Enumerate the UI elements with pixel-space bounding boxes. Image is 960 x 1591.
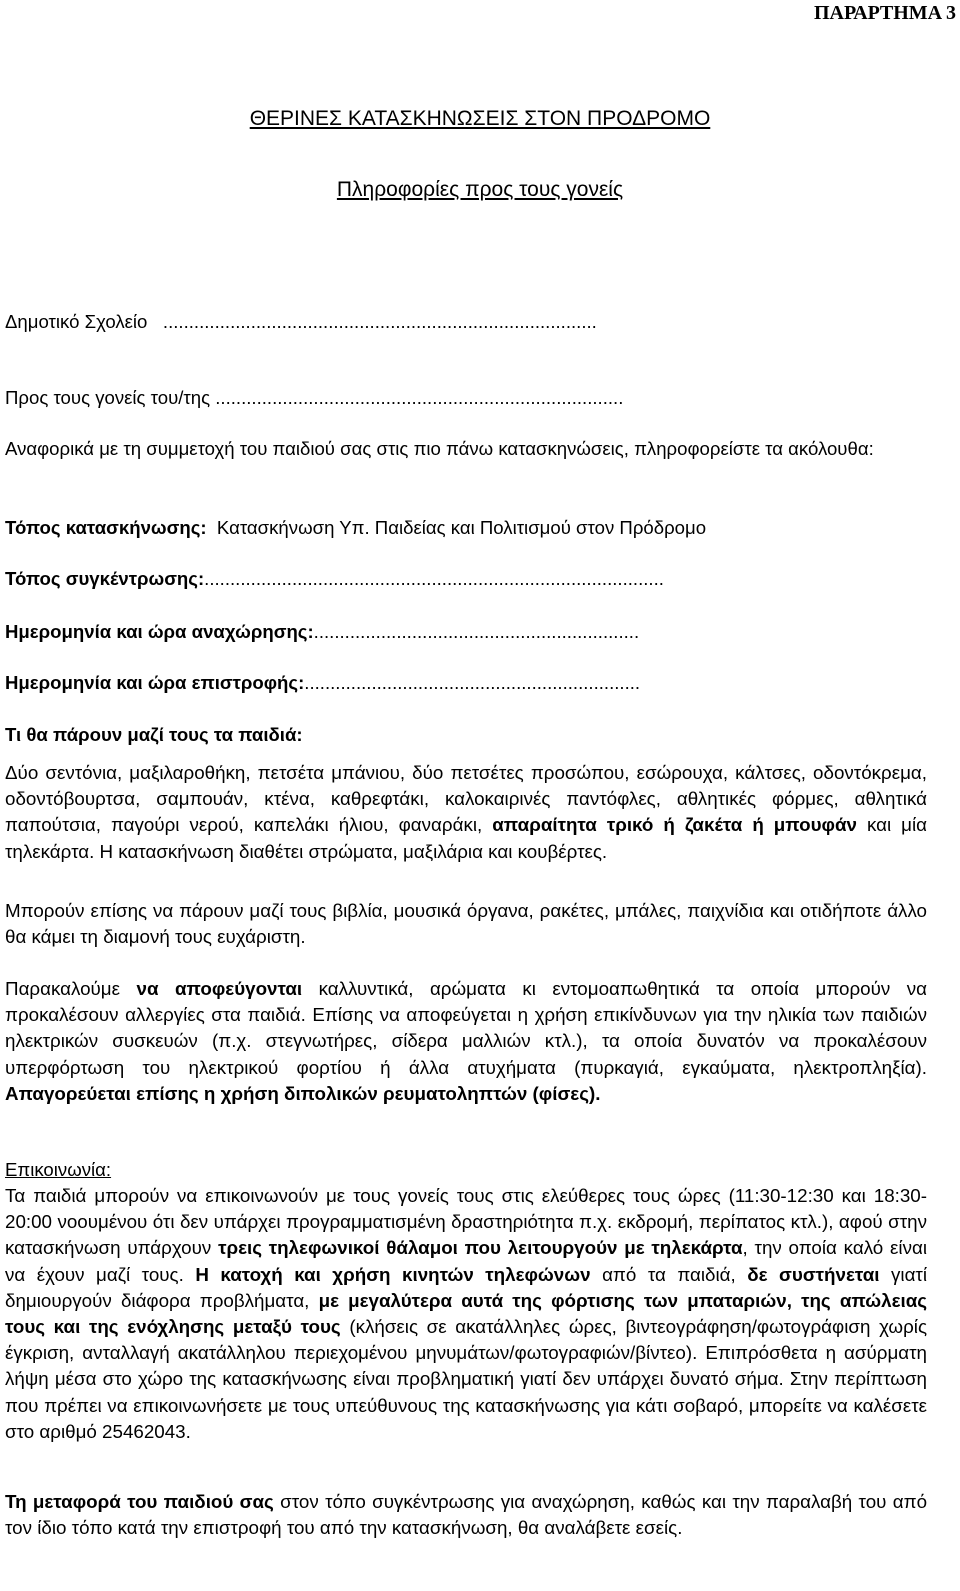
return-line <box>5 670 640 696</box>
parents-line <box>5 385 623 411</box>
parents-value: ............................................................................... <box>215 387 624 408</box>
items-heading: Τι θα πάρουν μαζί τους τα παιδιά: <box>5 724 303 745</box>
avoid-emphasis: να αποφεύγονται <box>136 978 303 999</box>
extras-paragraph: Μπορούν επίσης να πάρουν μαζί τους βιβλία, μουσικά όργανα, ρακέτες, μπάλες, παιχνίδια και οτιδήποτε άλλο θα κάμει τη διαμονή τους ευχάριστη. <box>5 900 927 948</box>
departure-value: ............................................................... <box>313 621 640 642</box>
communication-paragraph: Τα παιδιά μπορούν να επικοινωνούν με τους γονείς τους στις ελεύθερες τους ώρες (11:30-12:30 και 18:30-20:00 νοουμένου ότι δεν υπάρχει προγραμματισμένη δραστηριότητα π.χ. εκδρομή, περίπατος κτλ.), αφού στην κατασκήνωση υπάρχουν τρεις τηλεφωνικοί θάλαμοι που λειτουργούν με τηλεκάρτα, την οποία καλό είναι να έχουν μαζί τους. Η κατοχή και χρήση κινητών τηλεφώνων από τα παιδιά, δε συστήνεται γιατί δημιουργούν διάφορα προβλήματα, με μεγαλύτερα αυτά της φόρτισης των μπαταριών, της απώλειας τους και της ενόχλησης μεταξύ τους (κλήσεις σε ακατάλληλες ώρες, βιντεογράφηση/φωτογράφιση χωρίς έγκριση, ανταλλαγή ακατάλληλου περιεχομένου μηνυμάτων/φωτογραφιών/βίντεο). Επιπρόσθετα η ασύρματη λήψη μέσα στο χώρο της κατασκήνωσης είναι προβληματική γιατί δεν υπάρχει δυνατό σήμα. Στην περίπτωση που πρέπει να επικοινωνήσετε με τους υπεύθυνους της κατασκήνωσης για κάτι σοβαρό, μπορείτε να καλέσετε στο αριθμό 25462043. <box>5 1185 928 1442</box>
items-paragraph: Δύο σεντόνια, μαξιλαροθήκη, πετσέτα μπάνιου, δύο πετσέτες προσώπου, εσώρουχα, κάλτσες, οδοντόκρεμα, οδοντόβουρτσα, σαμπουάν, κτένα, καθρεφτάκι, καλοκαιρινές παντόφλες, αθλητικές φόρμες, αθλητικά παπούτσια, παγούρι νερού, καπελάκι ήλιου, φαναράκι, απαραίτητα τρικό ή ζακέτα ή μπουφάν και μία τηλεκάρτα. Η κατασκήνωση διαθέτει στρώματα, μαξιλάρια και κουβέρτες. <box>5 762 928 862</box>
camp-place-value: Κατασκήνωση Υπ. Παιδείας και Πολιτισμού στον Πρόδρομο <box>216 517 707 538</box>
items-emphasis: απαραίτητα τρικό ή ζακέτα ή μπουφάν <box>492 814 857 836</box>
meeting-place-value: ......................................................................................... <box>204 568 664 589</box>
ban-notice: Απαγορεύεται επίσης η χρήση διπολικών ρευματοληπτών (φίσες). <box>5 1082 601 1104</box>
school-value: .................................................................................... <box>162 311 597 332</box>
intro-paragraph: Αναφορικά με τη συμμετοχή του παιδιού σας στις πιο πάνω κατασκηνώσεις, πληροφορείστε τα ακόλουθα: <box>5 438 874 459</box>
departure-line <box>5 619 639 645</box>
return-value: ................................................................. <box>304 672 641 693</box>
transport-paragraph: Τη μεταφορά του παιδιού σας στον τόπο συγκέντρωσης για αναχώρηση, καθώς και την παραλαβή του από τον ίδιο τόπο κατά την επιστροφή του από την κατασκήνωση, θα αναλάβετε εσείς. <box>5 1491 928 1539</box>
communication-heading: Επικοινωνία: <box>5 1159 112 1180</box>
departure-label: Ημερομηνία και ώρα αναχώρησης: <box>5 621 314 642</box>
school-label: Δημοτικό Σχολείο <box>5 311 148 332</box>
document-title: ΘΕΡΙΝΕΣ ΚΑΤΑΣΚΗΝΩΣΕΙΣ ΣΤΟΝ ΠΡΟΔΡΟΜΟ <box>249 107 711 130</box>
return-label: Ημερομηνία και ώρα επιστροφής: <box>5 672 305 693</box>
document-subtitle: Πληροφορίες προς τους γονείς <box>336 178 624 201</box>
appendix-label: ΠΑΡΑΡΤΗΜΑ 3 <box>813 2 956 24</box>
parents-label: Προς τους γονείς του/της <box>5 387 211 408</box>
camp-place-line <box>5 515 706 541</box>
meeting-place-line <box>5 566 664 592</box>
school-line <box>5 309 597 335</box>
avoid-paragraph: Παρακαλούμε να αποφεύγονται καλλυντικά, αρώματα κι εντομοαπωθητικά τα οποία μπορούν να προκαλέσουν αλλεργίες στα παιδιά. Επίσης να αποφεύγεται η χρήση επικίνδυνων για την ηλικία των παιδιών ηλεκτρικών συσκευών (π.χ. στεγνωτήρες, σίδερα μαλλιών κτλ.), τα οποία δυνατόν να προκαλέσουν υπερφόρτωση του ηλεκτρικού φορτίου ή άλλα ατυχήματα (πυρκαγιά, εγκαύματα, ηλεκτροπληξία). Απαγορεύεται επίσης η χρήση διπολικών ρευματοληπτών (φίσες). <box>5 978 928 1104</box>
meeting-place-label: Τόπος συγκέντρωσης: <box>5 568 205 589</box>
camp-place-label: Τόπος κατασκήνωσης: <box>5 517 207 538</box>
